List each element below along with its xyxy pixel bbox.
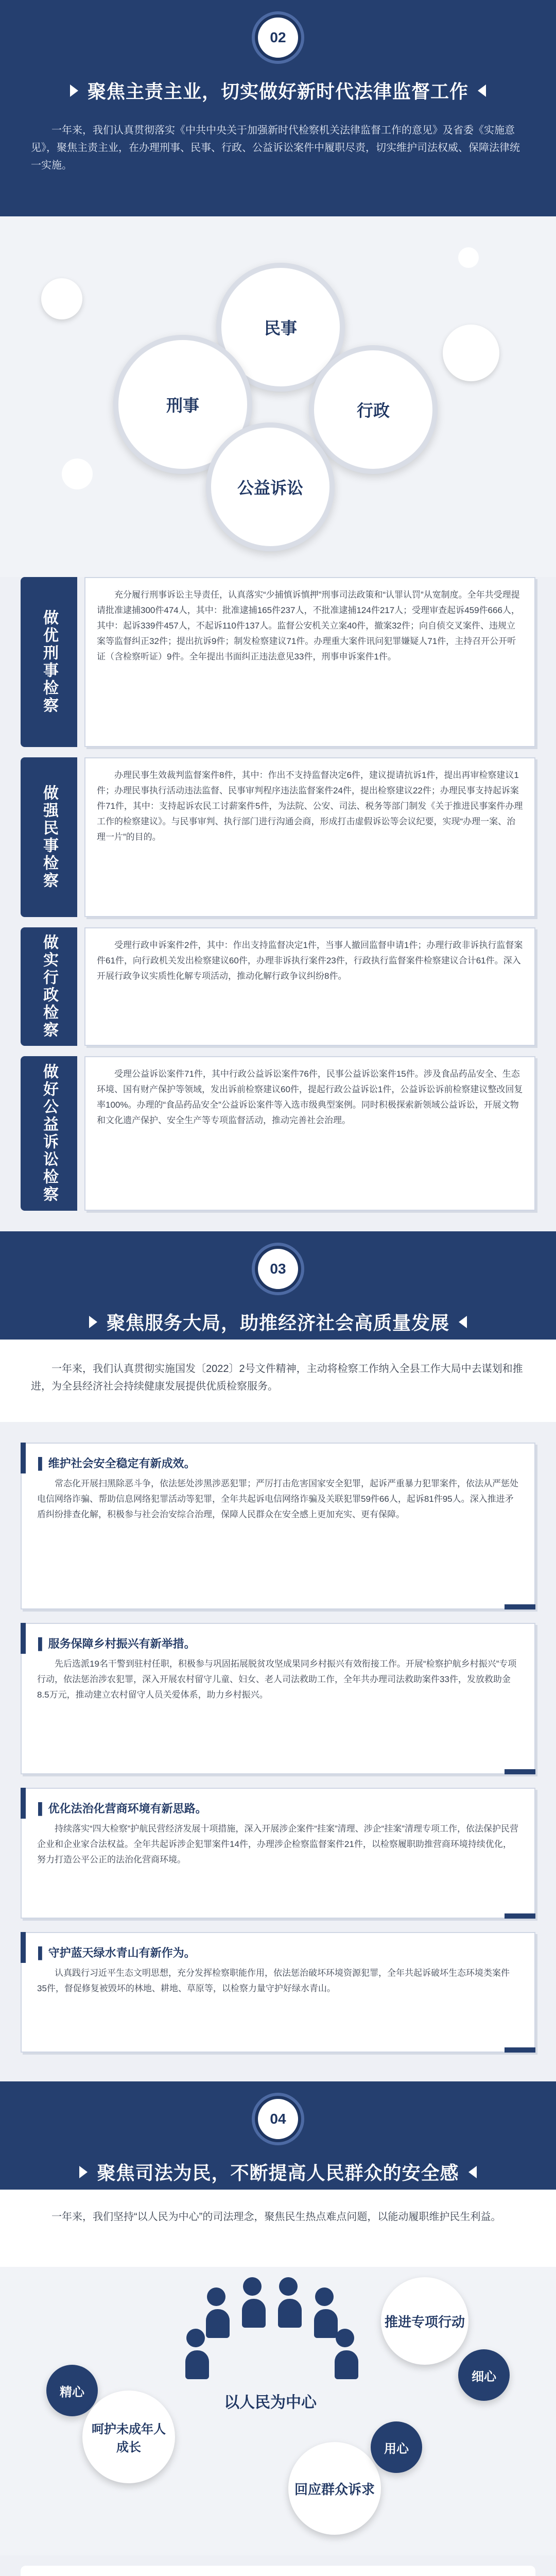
card-accent: [21, 1443, 26, 1473]
card-accent: [505, 1913, 535, 1919]
card-accent: [505, 1604, 535, 1609]
card-accent: [21, 1788, 26, 1819]
venn-circle-public-interest: 公益诉讼: [206, 422, 335, 551]
section-title-row: [0, 2159, 556, 2185]
section-intro: 一年来，我们坚持“以人民为中心”的司法理念，聚焦民生热点难点问题，以能动履职维护民生利益。: [51, 2211, 501, 2223]
card-accent: [21, 1932, 26, 1963]
people-actions-panel: [21, 2566, 535, 2576]
center-slogan: 以人民为中心: [224, 2394, 317, 2411]
section-intro: 一年来，我们认真贯彻落实《中共中央关于加强新时代检察机关法律监督工作的意见》及省委《实施意见》，聚焦主责主业，在办理刑事、民事、行政、公益诉讼案件中履职尽责，切实维护司法权威、保障法律统一实施。: [31, 125, 520, 171]
work-item-tag: 做好公益诉讼检察: [21, 1056, 77, 1211]
work-item-3: [21, 927, 535, 1046]
card-accent: [21, 1623, 26, 1654]
section-04: [0, 2081, 556, 2190]
card-text: 认真践行习近平生态文明思想，充分发挥检察职能作用，依法惩治破坏环境资源犯罪，全年共起诉破坏生态环境类案件35件，督促修复被毁坏的林地、耕地、草原等，以检察力量守护好绿水青山。: [37, 1968, 510, 1993]
section-03: [0, 1231, 556, 1340]
work-item-text: 受理行政申诉案件2件，其中：作出支持监督决定1件，当事人撤回监督申请1件；办理行政非诉执行监督案件61件，向行政机关发出检察建议60件，办理非诉执行案件23件，行政执行监督案件检察建议合计61件。深入开展行政争议实质性化解专项活动，推动化解行政争议纠纷8件。: [84, 927, 535, 1046]
work-item-text: 办理民事生效裁判监督案件8件，其中：作出不支持监督决定6件，建议提请抗诉1件，提出再审检察建议1件；办理民事执行活动违法监督、民事审判程序违法监督案件24件，提出检察建议22件；办理民事支持起诉案件71件，其中：支持起诉农民工讨薪案件5件，为法院、公安、司法、税务等部门制发《关于推进民事案件办理工作的检察建议》。与民事审判、执行部门进行沟通会商，形成打击虚假诉讼等会议纪要，实现“办理一案、治理一片”的目的。: [84, 757, 535, 917]
people-infographic: [0, 2267, 556, 2555]
section-intro: 一年来，我们认真贯彻实施国发〔2022〕2号文件精神，主动将检察工作纳入全县工作大局中去谋划和推进，为全县经济社会持续健康发展提供优质检察服务。: [31, 1363, 523, 1392]
bubble-meticulous: 精心: [46, 2365, 98, 2416]
section-number-badge: 02: [255, 14, 301, 61]
section-title: 聚焦司法为民，不断提高人民群众的安全感: [97, 2162, 459, 2183]
person-icon: [314, 2287, 335, 2339]
triangle-right-icon: [89, 1316, 97, 1328]
triangle-right-icon: [79, 2166, 88, 2178]
person-icon: [335, 2329, 355, 2380]
section-title: 聚焦主责主业，切实做好新时代法律监督工作: [87, 81, 468, 102]
decor-circle: [62, 459, 93, 489]
section-02: [0, 0, 556, 216]
venn-circle-criminal: 刑事: [113, 335, 252, 474]
work-item-text: 充分履行刑事诉讼主导责任，认真落实“少捕慎诉慎押”刑事司法政策和“认罪认罚”从宽制度。全年共受理提请批准逮捕300件474人，其中：批准逮捕165件237人，不批准逮捕124件217人；受理审查起诉459件666人，其中：起诉339件457人，不起诉110件137人。监督公安机关立案40件，撤案32件；向自侦交叉案件、违规立案等监督纠正32件；提出抗诉9件；制发检察建议71件。办理重大案件讯问犯罪嫌疑人71件，主持召开公开听证（含检察听证）9件。全年提出书面纠正违法意见33件，刑事申诉案件1件。: [84, 577, 535, 747]
person-icon: [278, 2277, 299, 2329]
card-text: 持续落实“四大检察”护航民营经济发展十项措施，深入开展涉企案件“挂案”清理、涉企“挂案”清理专项工作，依法保护民营企业和企业家合法权益。全年共起诉涉企犯罪案件14件，办理涉企检察监督案件21件，以检察履职助推营商环境持续优化，努力打造公平公正的法治化营商环境。: [37, 1824, 518, 1865]
triangle-left-icon: [478, 84, 486, 97]
decor-circle: [458, 247, 479, 268]
bubble-respond-demands: 回应群众诉求: [288, 2442, 381, 2535]
work-item-2: [21, 757, 535, 917]
card-accent: [505, 1769, 535, 1774]
person-icon: [242, 2277, 263, 2329]
triangle-left-icon: [459, 1316, 467, 1328]
venn-circle-civil: 民事: [216, 263, 345, 392]
service-card-4: [21, 1932, 535, 2053]
section-04-intro-band: [0, 2190, 556, 2267]
work-item-tag: 做实行政检察: [21, 927, 77, 1046]
card-accent: [505, 2047, 535, 2053]
card-title: ▌ 服务保障乡村振兴有新举措。: [38, 1635, 534, 1651]
section-title: 聚焦服务大局，助推经济社会高质量发展: [106, 1312, 449, 1333]
card-title: ▌ 维护社会安全稳定有新成效。: [38, 1455, 534, 1471]
service-card-2: [21, 1623, 535, 1774]
card-title: ▌ 优化法治化营商环境有新思路。: [38, 1800, 534, 1816]
section-title-row: [0, 1309, 556, 1335]
person-icon: [206, 2287, 227, 2339]
decor-circle: [41, 278, 82, 319]
card-title: ▌ 守护蓝天绿水青山有新作为。: [38, 1944, 534, 1960]
service-card-1: [21, 1443, 535, 1609]
work-item-4: [21, 1056, 535, 1211]
card-text: 常态化开展扫黑除恶斗争，依法惩处涉黑涉恶犯罪；严厉打击危害国家安全犯罪，起诉严重暴力犯罪案件，依法从严惩处电信网络诈骗、帮助信息网络犯罪活动等犯罪，全年共起诉电信网络诈骗及关联犯罪59件66人，起诉81件95人。深入推进矛盾纠纷排查化解，积极参与社会治安综合治理，保障人民群众在安全感上更加充实、更有保障。: [37, 1479, 518, 1519]
work-item-tag: 做优刑事检察: [21, 577, 77, 747]
section-title-row: [0, 77, 556, 104]
triangle-right-icon: [70, 84, 78, 97]
section-number-badge: 03: [255, 1246, 301, 1292]
service-card-3: [21, 1788, 535, 1919]
work-item-1: [21, 577, 535, 747]
venn-area: [0, 216, 556, 577]
work-item-text: 受理公益诉讼案件71件，其中行政公益诉讼案件76件，民事公益诉讼案件15件。涉及食品药品安全、生态环境、国有财产保护等领域，发出诉前检察建议60件，提起行政公益诉讼1件，公益诉讼诉前检察建议整改回复率100%。办理的“食品药品安全”公益诉讼案件等入选市级典型案例。同时积极探索新领域公益诉讼，开展文物和文化遗产保护、安全生产等专项监督活动，推动完善社会治理。: [84, 1056, 535, 1211]
triangle-left-icon: [468, 2166, 477, 2178]
person-icon: [185, 2329, 206, 2380]
bubble-special-action: 推进专项行动: [381, 2277, 468, 2365]
bubble-minors: 呵护未成年人成长: [82, 2391, 175, 2483]
bubble-heartfelt: 用心: [371, 2421, 422, 2473]
work-item-tag: 做强民事检察: [21, 757, 77, 917]
decor-circle: [443, 325, 499, 381]
section-number-badge: 04: [255, 2096, 301, 2142]
section-03-intro-band: [0, 1340, 556, 1422]
bubble-careful: 细心: [458, 2349, 510, 2401]
venn-circle-admin: 行政: [309, 345, 438, 474]
card-text: 先后选派19名干警到驻村任职，积极参与巩固拓展脱贫攻坚成果同乡村振兴有效衔接工作。开展“检察护航乡村振兴”专项行动，依法惩治涉农犯罪，深入开展农村留守儿童、妇女、老人司法救助工作，全年共办理司法救助案件33件，发放救助金8.5万元，推动建立农村留守人员关爱体系，助力乡村振兴。: [37, 1659, 517, 1700]
